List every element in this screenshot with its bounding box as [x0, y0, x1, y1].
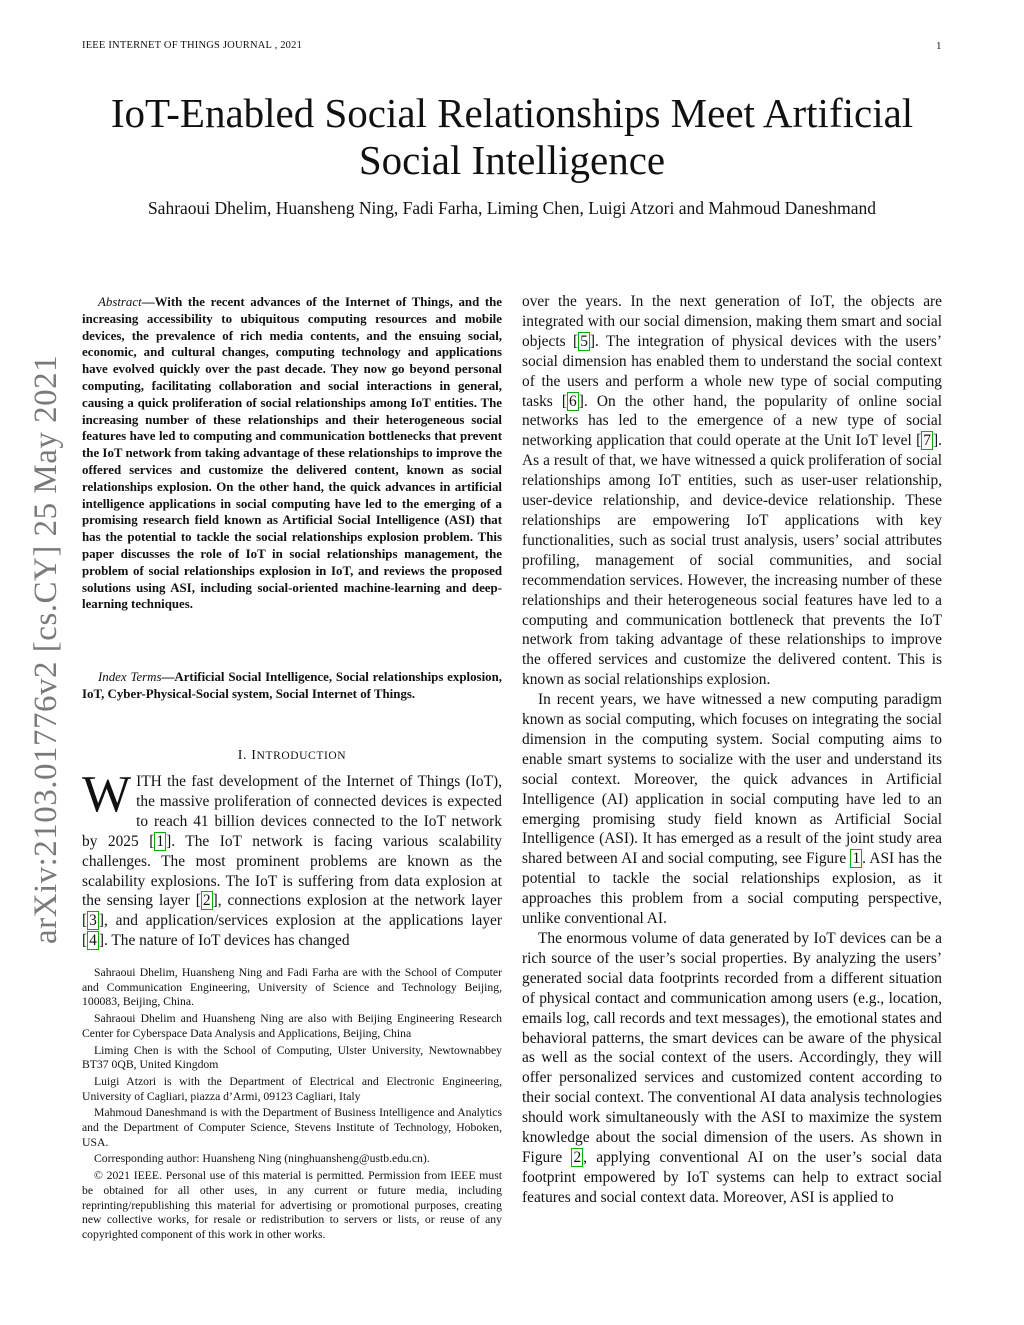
section-number: I.	[237, 748, 248, 763]
body-text: The enormous volume of data generated by IoT devices can be a rich source of the user’s social properties. By analyzing the users’ generated social data footprints recorded from a different situation of physical contact and communication among users (e.g., location, emails log, call records and text messages), the emotional states and behavioral patterns, the smart devices can be aware of the physical as well as the social context of the users. Accordingly, they will offer personalized services and customized content according to their social context. The conventional AI data analysis technologies should work simultaneously with the ASI to maximize the system knowledge about the social dimension of the users. As shown in Figure	[522, 930, 942, 1166]
body-text: , applying conventional AI on the user’s social data footprint empowered by IoT systems can help to extract social features and social context data. Moreover, ASI is applied to	[522, 1148, 943, 1206]
body-paragraph: over the years. In the next generation of IoT, the objects are integrated with our social dimension, making them smart and social objects [ 5 ]. The integration of physical devices with the users’ social dimension has enabled them to understand the social context of the users and perform a whole new type of social computing tasks [ 6 ]. On the other hand, the popularity of online social networks has led to the emergence of a new type of social networking application that could operate at the Unit IoT level [ 7 ]. As a result of that, we have witnessed a quick proliferation of social relationships among IoT entities, such as user-user relationship, user-device relationship, and device-device relationship. These relationships are empowering IoT applications with key functionalities, such as social trust analysis, users’ social attributes profiling, management of social communities, and social recommendation services. However, the increasing number of these relationships and their heterogeneous social features have led to a computing and communication bottleneck that prevents the IoT network from taking advantage of these relationships to improve the offered services and customize the delivered content. This is known as social relationships explosion.	[522, 293, 942, 689]
page-number: 1	[936, 40, 942, 52]
section-title-initial: I	[251, 748, 257, 763]
intro-text: , and application/services explosion at the applications layer	[103, 912, 502, 930]
intro-text: , connections explosion at the network layer	[217, 892, 502, 910]
intro-paragraph: WITH the fast development of the Internet of Things (IoT), the massive proliferation of connected devices is expected to reach 41 billion devices connected to the IoT network by 2025 [ 1 ]. The IoT network is facing various scalability challenges. The most prominent problems are known as the scalability explosions. The IoT is suffering from data explosion at the sensing layer [ 2 ], connections explosion at the network layer [ 3 ], and application/services explosion at the applications layer [ 4 ]. The nature of IoT devices has changed	[82, 766, 502, 950]
running-head: IEEE INTERNET OF THINGS JOURNAL , 2021	[82, 40, 303, 51]
intro-text: . The nature of IoT devices has changed	[103, 932, 350, 950]
paper-title: IoT-Enabled Social Relationships Meet Artificial Social Intelligence	[110, 90, 914, 183]
section-title-rest: NTRODUCTION	[256, 750, 347, 762]
citation-link[interactable]: 6	[569, 392, 577, 410]
footnote: Luigi Atzori is with the Department of Electrical and Electronic Engineering, University of Cagliari, piazza d’Armi, 09123 Cagliari, Italy	[82, 1074, 502, 1103]
body-paragraph	[522, 929, 942, 1208]
body-text: . As a result of that, we have witnessed a quick proliferation of social relationships among IoT entities, such as user-user relationship, user-device relationship, and device-device relationship. These relationships are empowering IoT applications with key functionalities, such as social trust analysis, users’ social attributes profiling, management of social communities, and social recommendation services. However, the increasing number of these relationships and their heterogeneous social features have led to a computing and communication bottleneck that prevents the IoT network from taking advantage of these relationships to improve the offered services and customize the delivered content. This is known as social relationships explosion.	[522, 432, 942, 689]
index-terms	[82, 669, 502, 703]
abstract-text: —With the recent advances of the Internet of Things, and the increasing accessibility to ubiquitous computing resources and mobile devices, the prevalence of rich media contents, and the ensuing social, economic, and cultural changes, computing technology and applications have evolved quickly over the past decade. They now go beyond personal computing, facilitating collaboration and social interactions in general, causing a quick proliferation of social relationships among IoT entities. The increasing number of these relationships and their heterogeneous social features have led to computing and communication bottlenecks that prevent the IoT network from taking advantage of these relationships to improve the offered services and customize the delivered content, known as social relationships explosion. On the other hand, the quick advances in artificial intelligence applications in social computing have led to the emerging of a promising research field known as Artificial Social Intelligence (ASI) that has the potential to tackle the social relationships explosion problem. This paper discusses the role of IoT in social relationships management, the problem of social relationships explosion in IoT, and reviews the proposed solutions using ASI, including social-oriented machine-learning and deep-learning techniques.	[82, 295, 502, 612]
intro-text: . The IoT network is facing various scalability challenges. The most prominent problems are known as the scalability explosions. The IoT is suffering from data explosion at the sensing layer	[82, 832, 502, 910]
intro-text: ITH the fast development of the Internet of Things (IoT), the massive proliferation of connected devices is expected to reach 41 billion devices connected to the IoT network by 2025	[82, 773, 502, 850]
body-text: In recent years, we have witnessed a new computing paradigm known as social computing, which focuses on integrating the social dimension in the computing system. Social computing aims to enable smart systems to socialize with the user and understand its social context. Moreover, the quick advances in Artificial Intelligence (AI) application in social computing have led to an emerging promising study field known as Artificial Social Intelligence (ASI). It has emerged as a result of the joint study area shared between AI and social computing, see Figure	[522, 691, 942, 868]
citation-link[interactable]: 4	[89, 932, 97, 950]
index-terms-label: Index Terms	[98, 670, 162, 684]
author-footnotes	[82, 966, 502, 1245]
citation-link[interactable]: 1	[156, 832, 165, 850]
footnote: Liming Chen is with the School of Computing, Ulster University, Newtownabbey BT37 0QB, United Kingdom	[82, 1043, 502, 1072]
abstract-label: Abstract	[98, 295, 142, 309]
citation-link[interactable]: 2	[202, 892, 211, 910]
footnote: Corresponding author: Huansheng Ning (ninghuansheng@ustb.edu.cn).	[94, 1152, 430, 1166]
body-text: . The integration of physical devices with the users’ social dimension has enabled them to understand the social context of the users and perform a whole new type of social computing tasks	[522, 332, 942, 410]
figure-link[interactable]: 2	[573, 1148, 582, 1166]
body-paragraph	[522, 690, 942, 929]
footnote: Sahraoui Dhelim and Huansheng Ning are also with Beijing Engineering Research Center for Cyberspace Data Analysis and Applications, Beijing, China	[82, 1012, 502, 1040]
section-heading-introduction	[82, 748, 502, 764]
citation-link[interactable]: 5	[580, 332, 588, 350]
author-list: Sahraoui Dhelim, Huansheng Ning, Fadi Farha, Liming Chen, Luigi Atzori and Mahmoud Daneshmand	[147, 198, 877, 218]
body-text: . On the other hand, the popularity of online social networks has led to the emergence of a new type of social networking application that could operate at the Unit IoT level	[522, 392, 942, 450]
arxiv-identifier-stamp: arXiv:2103.01776v2 [cs.CY] 25 May 2021	[28, 354, 64, 944]
body-text: over the years. In the next generation of IoT, the objects are integrated with our social dimension, making them smart and social objects	[522, 293, 942, 350]
right-column	[522, 292, 942, 1208]
abstract	[82, 294, 502, 613]
index-terms-text: —Artificial Social Intelligence, Social relationships explosion, IoT, Cyber-Physical-Social system, Social Internet of Things.	[82, 670, 502, 701]
copyright-notice: © 2021 IEEE. Personal use of this material is permitted. Permission from IEEE must be obtained for all other uses, in any current or future media, including reprinting/republishing this material for advertising or promotional purposes, creating new collective works, for resale or redistribution to servers or lists, or reuse of any copyrighted component of this work in other works.	[82, 1169, 502, 1241]
citation-link[interactable]: 3	[89, 912, 97, 930]
footnote: Sahraoui Dhelim, Huansheng Ning and Fadi Farha are with the School of Computer and Communication Engineering, University of Science and Technology Beijing, 100083, Beijing, China.	[82, 966, 502, 1009]
body-text: . ASI has the potential to tackle the social relationships explosion, as it approaches this problem from a social computing perspective, unlike conventional AI.	[522, 850, 942, 928]
footnote: Mahmoud Daneshmand is with the Department of Business Intelligence and Analytics and the Department of Computer Science, Stevens Institute of Technology, Hoboken, USA.	[82, 1106, 502, 1149]
figure-link[interactable]: 1	[852, 850, 861, 868]
drop-cap: W	[82, 766, 132, 823]
citation-link[interactable]: 7	[923, 432, 931, 450]
